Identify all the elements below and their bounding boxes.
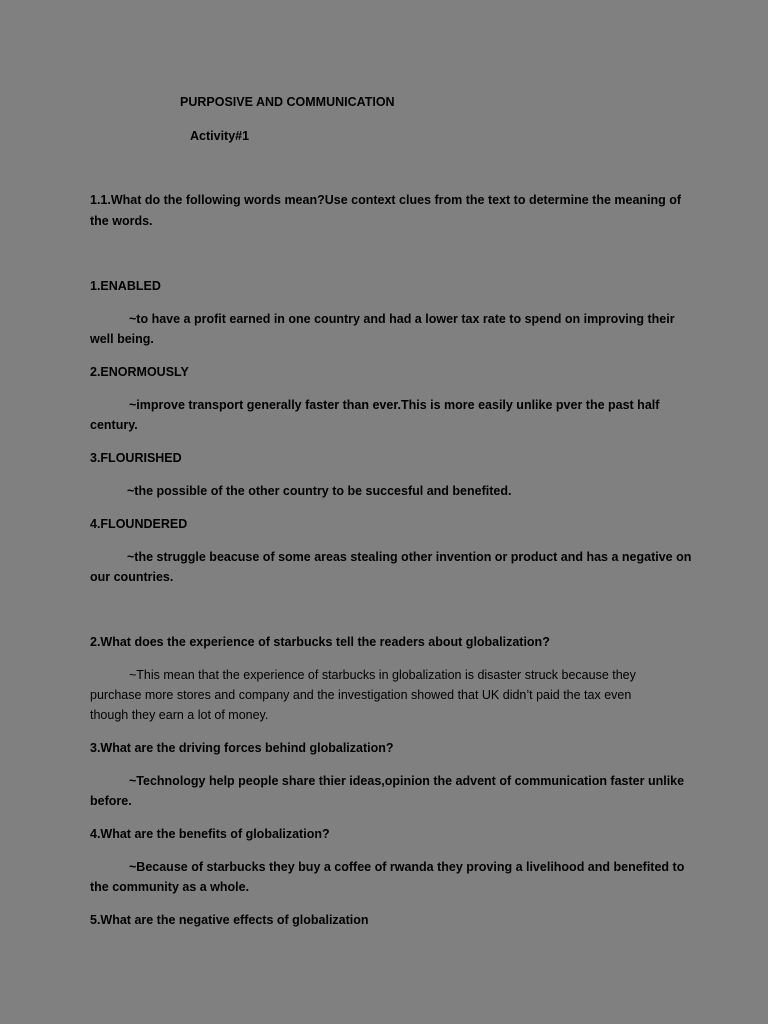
question-3: 3.What are the driving forces behind globalization? (90, 741, 394, 755)
answer-2-line3: though they earn a lot of money. (90, 708, 269, 722)
definition-flourished-line1: ~the possible of the other country to be succesful and benefited. (127, 484, 512, 498)
answer-3-line2: before. (90, 794, 132, 808)
definition-floundered-line1: ~the struggle beacuse of some areas stealing other invention or product and has a negative on (127, 550, 692, 564)
term-enormously: 2.ENORMOUSLY (90, 365, 189, 379)
term-enabled: 1.ENABLED (90, 279, 161, 293)
answer-2-line1: ~This mean that the experience of starbucks in globalization is disaster struck because they (129, 668, 636, 682)
definition-enabled-line2: well being. (90, 332, 154, 346)
document-title: PURPOSIVE AND COMMUNICATION (180, 95, 395, 109)
answer-4-line2: the community as a whole. (90, 880, 250, 894)
definition-enormously-line2: century. (90, 418, 138, 432)
question-5: 5.What are the negative effects of globalization (90, 913, 369, 927)
answer-2-line2: purchase more stores and company and the investigation showed that UK didn’t paid the tax even (90, 688, 632, 702)
question-4: 4.What are the benefits of globalization? (90, 827, 330, 841)
question-2: 2.What does the experience of starbucks tell the readers about globalization? (90, 635, 550, 649)
term-flourished: 3.FLOURISHED (90, 451, 182, 465)
definition-enabled-line1: ~to have a profit earned in one country and had a lower tax rate to spend on improving their (129, 312, 675, 326)
term-floundered: 4.FLOUNDERED (90, 517, 188, 531)
section1-prompt-line2: the words. (90, 214, 153, 228)
definition-floundered-line2: our countries. (90, 570, 174, 584)
definition-enormously-line1: ~improve transport generally faster than ever.This is more easily unlike pver the past half (129, 398, 660, 412)
section1-prompt-line1: 1.1.What do the following words mean?Use context clues from the text to determine the meaning of (90, 193, 682, 207)
activity-label: Activity#1 (190, 129, 250, 143)
answer-3-line1: ~Technology help people share thier ideas,opinion the advent of communication faster unlike (129, 774, 685, 788)
answer-4-line1: ~Because of starbucks they buy a coffee of rwanda they proving a livelihood and benefited to (129, 860, 685, 874)
